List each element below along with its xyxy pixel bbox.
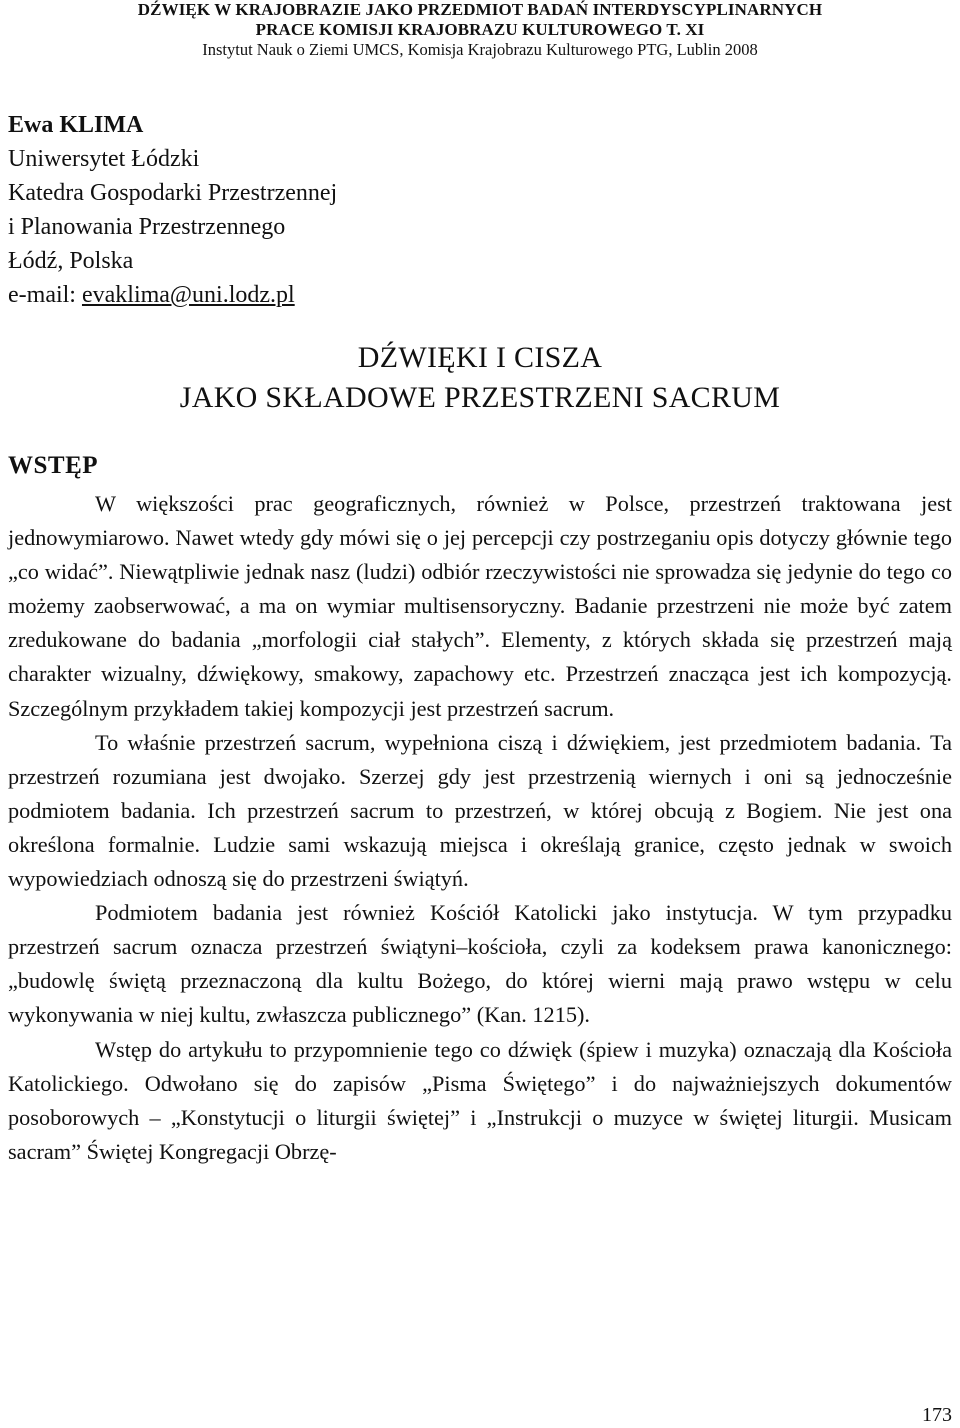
author-block — [8, 108, 337, 312]
article-title-line-1: DŹWIĘKI I CISZA — [357, 341, 603, 374]
header-series-title: DŹWIĘK W KRAJOBRAZIE JAKO PRZEDMIOT BADAŃ INTERDYSCYPLINARNYCH — [137, 0, 823, 19]
running-header — [0, 0, 960, 60]
paragraph: W większości prac geograficznych, również w Polsce, przestrzeń traktowana jest jednowymiarowo. Nawet wtedy gdy mówi się o jej percepcji czy postrzeganiu opis dotyczy głównie tego „co widać”. Niewątpliwie jednak nasz (ludzi) odbiór rzeczywistości nie sprowadza się jedynie do tego co możemy zaobserwować, a ma on wymiar multisensoryczny. Badanie przestrzeni nie może być zatem zredukowane do badania „morfologii ciał stałych”. Elementy, z których składa się przestrzeń mają charakter wizualny, dźwiękowy, smakowy, zapachowy etc. Przestrzeń znacząca jest ich kompozycją. Szczególnym przykładem takiej kompozycji jest przestrzeń sacrum. — [8, 491, 952, 721]
article-title — [0, 338, 960, 418]
author-affiliation-department: Katedra Gospodarki Przestrzennej — [8, 180, 338, 206]
author-name: Ewa KLIMA — [8, 112, 144, 138]
article-title-line-2: JAKO SKŁADOWE PRZESTRZENI SACRUM — [179, 381, 781, 414]
email-label: e-mail: — [8, 282, 82, 308]
email-link[interactable]: evaklima@uni.lodz.pl — [81, 282, 295, 308]
paragraph: Podmiotem badania jest również Kościół Katolicki jako instytucja. W tym przypadku przestrzeń sacrum oznacza przestrzeń świątyni–kościoła, czyli za kodeksem prawa kanonicznego: „budowlę świętą przeznaczoną dla kultu Bożego, do której wierni mają prawo wstępu w celu wykonywania w niej kultu, zwłaszcza publicznego” (Kan. 1215). — [8, 900, 952, 1028]
author-affiliation-department-cont: i Planowania Przestrzennego — [8, 214, 286, 240]
author-location: Łódź, Polska — [8, 248, 134, 274]
section-heading: WSTĘP — [8, 452, 99, 479]
author-affiliation-university: Uniwersytet Łódzki — [8, 146, 200, 172]
header-journal-volume: PRACE KOMISJI KRAJOBRAZU KULTUROWEGO T. XI — [255, 20, 705, 39]
page-number: 173 — [922, 1404, 952, 1426]
author-email-line — [8, 278, 337, 312]
paragraph: Wstęp do artykułu to przypomnienie tego co dźwięk (śpiew i muzyka) oznaczają dla Kościoła Katolickiego. Odwołano się do zapisów „Pisma Świętego” i do najważniejszych dokumentów posoborowych – „Konstytucji o liturgii świętej” i „Instrukcji o muzyce w świętej liturgii. Musicam sacram” Świętej Kongregacji Obrzę- — [8, 1036, 952, 1164]
header-publisher: Instytut Nauk o Ziemi UMCS, Komisja Krajobrazu Kulturowego PTG, Lublin 2008 — [202, 40, 758, 59]
paragraph: To właśnie przestrzeń sacrum, wypełniona ciszą i dźwiękiem, jest przedmiotem badania. Ta przestrzeń rozumiana jest dwojako. Szerzej gdy jest przestrzenią wiernych i oni są jednocześnie podmiotem badania. Ich przestrzeń sacrum to przestrzeń, w której obcują z Bogiem. Nie jest ona określona formalnie. Ludzie sami wskazują miejsca i określają granice, często jednak w swoich wypowiedziach odnoszą się do przestrzeni świątyń. — [8, 729, 952, 892]
article-body — [8, 487, 952, 1169]
